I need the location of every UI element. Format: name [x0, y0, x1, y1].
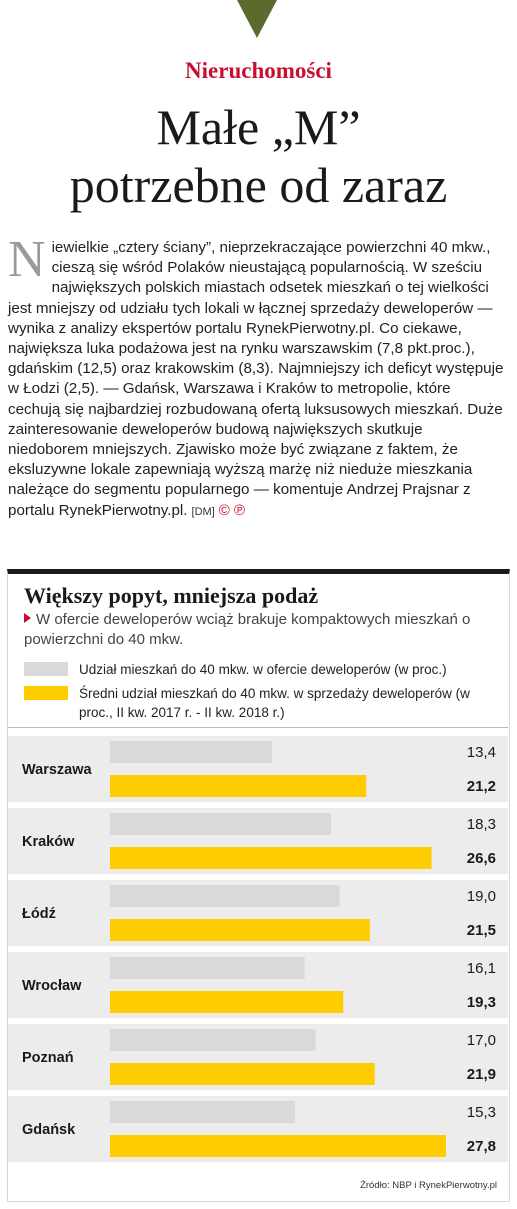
category-label-warszawa: Warszawa	[22, 762, 92, 778]
bar-offer-lodz	[110, 885, 340, 907]
category-label-wroclaw: Wrocław	[22, 978, 82, 994]
copyright-icon: © ℗	[218, 501, 246, 519]
source-note: Źródło: NBP i RynekPierwotny.pl	[360, 1180, 497, 1191]
value-label-offer-wroclaw: 16,1	[466, 960, 496, 977]
chart-title: Większy popyt, mniejsza podaż	[24, 583, 319, 608]
value-label-sales-warszawa: 21,2	[466, 778, 496, 795]
value-label-offer-gdansk: 15,3	[466, 1104, 496, 1121]
category-label-poznan: Poznań	[22, 1050, 74, 1066]
value-label-offer-lodz: 19,0	[466, 888, 496, 905]
bar-sales-wroclaw	[110, 991, 343, 1013]
category-label-krakow: Kraków	[22, 834, 75, 850]
value-label-sales-poznan: 21,9	[466, 1066, 496, 1083]
section-kicker: Nieruchomości	[185, 58, 332, 83]
value-label-sales-lodz: 21,5	[466, 922, 496, 939]
bar-offer-warszawa	[110, 741, 272, 763]
category-label-lodz: Łódź	[22, 906, 56, 922]
bar-sales-warszawa	[110, 775, 366, 797]
bar-sales-gdansk	[110, 1135, 446, 1157]
bar-offer-poznan	[110, 1029, 315, 1051]
bar-offer-krakow	[110, 813, 331, 835]
value-label-sales-krakow: 26,6	[466, 850, 496, 867]
bar-offer-gdansk	[110, 1101, 295, 1123]
value-label-offer-warszawa: 13,4	[466, 744, 496, 761]
headline-line-2: potrzebne od zaraz	[69, 157, 448, 213]
bar-sales-krakow	[110, 847, 431, 869]
value-label-sales-gdansk: 27,8	[466, 1138, 496, 1155]
category-label-gdansk: Gdańsk	[22, 1122, 76, 1138]
value-label-offer-krakow: 18,3	[466, 816, 496, 833]
author-credit: [DM]	[191, 505, 215, 518]
chart-subtitle-text: W ofercie deweloperów wciąż brakuje kompaktowych mieszkań o powierzchni do 40 mkw.	[24, 611, 471, 648]
legend-label-sales: Średni udział mieszkań do 40 mkw. w sprzedaży deweloperów (w proc., II kw. 2017 r. - II kw. 2018 r.)	[79, 686, 470, 720]
headline-line-1: Małe „M”	[156, 99, 361, 155]
value-label-offer-poznan: 17,0	[466, 1032, 496, 1049]
value-label-sales-wroclaw: 19,3	[466, 994, 496, 1011]
bar-sales-lodz	[110, 919, 370, 941]
article-text: iewielkie „cztery ściany”, nieprzekraczające powierzchni 40 mkw., cieszą się wśród Polaków nieustającą popularnością. W sześciu największych polskich miastach odsetek mieszkań o tej wielkości jest mniejszy od udziału tych lokali w łącznej sprzedaży deweloperów — wynika z analizy ekspertów portalu RynekPierwotny.pl. Co ciekawe, największa luka podażowa jest na rynku warszawskim (7,8 pkt.proc.), gdańskim (12,5) oraz krakowskim (8,3). Najmniejszy ich deficyt występuje w Łodzi (2,5). — Gdańsk, Warszawa i Kraków to metropolie, które cechują się najbardziej rozbudowaną ofertą luksusowych mieszkań. Duże zainteresowanie deweloperów budową największych skutkuje niedoborem mniejszych. Zjawisko może być związane z faktem, że eksluzywne lokale zapewniają wyższą marżę niż nieduże mieszkania należące do segmentu popularnego — komentuje Andrzej Prajsnar z portalu RynekPierwotny.pl.	[8, 239, 504, 519]
bar-offer-wroclaw	[110, 957, 305, 979]
drop-cap: N	[8, 231, 46, 288]
bar-sales-poznan	[110, 1063, 375, 1085]
legend-label-offer: Udział mieszkań do 40 mkw. w ofercie deweloperów (w proc.)	[79, 662, 447, 677]
